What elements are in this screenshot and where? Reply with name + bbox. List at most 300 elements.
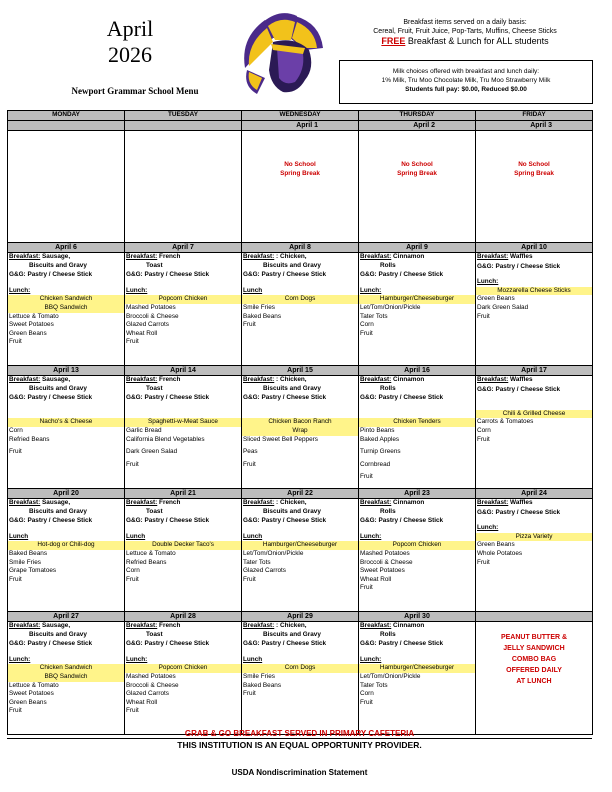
side-item: Peas <box>243 448 258 456</box>
side-item: Refried Beans <box>126 558 167 566</box>
breakfast-item-cont: Toast <box>146 507 163 515</box>
side-item: Corn <box>360 690 374 698</box>
date-row <box>8 243 593 253</box>
day-menu-cell <box>359 253 476 366</box>
grab-go-item: G&G: Pastry / Cheese Stick <box>477 508 561 516</box>
breakfast-label: Breakfast: <box>243 622 275 629</box>
lunch-main: Pizza Variety <box>476 533 592 542</box>
side-item: Fruit <box>126 338 139 346</box>
date-cell: April 3 <box>476 121 593 131</box>
side-item: Baked Apples <box>360 435 400 443</box>
date-row <box>8 489 593 499</box>
side-item: Fruit <box>243 460 256 468</box>
side-item: Corn <box>360 321 374 329</box>
side-item: Fruit <box>126 707 139 715</box>
spring-break-cell <box>242 131 359 243</box>
milk-line1: Milk choices offered with breakfast and lunch daily: <box>392 68 540 75</box>
breakfast-line <box>360 622 474 631</box>
pbj-note-line: COMBO BAG <box>511 656 557 663</box>
grab-go-item: G&G: Pastry / Cheese Stick <box>360 640 444 648</box>
day-menu-cell <box>476 622 593 735</box>
side-item: Baked Beans <box>243 681 282 689</box>
lunch-main-2: Wrap <box>242 427 358 436</box>
day-menu-cell <box>125 253 242 366</box>
side-item: Grape Tomatoes <box>9 567 57 575</box>
breakfast-item: : Chicken, <box>276 253 307 260</box>
lunch-main: Mozzarella Cheese Sticks <box>476 287 592 296</box>
breakfast-item: French <box>159 376 181 383</box>
lunch-main-2: BBQ Sandwich <box>8 304 124 313</box>
side-item: Green Beans <box>477 541 515 549</box>
side-item: Fruit <box>9 575 22 583</box>
spacer <box>9 410 123 419</box>
breakfast-line <box>243 499 357 508</box>
day-menu-cell <box>242 622 359 735</box>
breakfast-item-cont: Toast <box>146 630 163 638</box>
breakfast-label: Breakfast: <box>243 499 275 506</box>
grab-go-item: G&G: Pastry / Cheese Stick <box>9 394 93 402</box>
side-item: Tater Tots <box>360 312 388 320</box>
spring-break-cell <box>359 131 476 243</box>
date-cell: April 13 <box>8 366 125 376</box>
lunch-main: Popcorn Chicken <box>359 541 475 550</box>
grab-go-item: G&G: Pastry / Cheese Stick <box>243 640 327 648</box>
no-school-text: No School <box>401 161 433 168</box>
breakfast-item-cont: Biscuits and Gravy <box>263 507 321 515</box>
side-item: Baked Beans <box>9 549 48 557</box>
date-cell: April 24 <box>476 489 593 499</box>
pbj-note-line: AT LUNCH <box>516 678 552 685</box>
spring-break-cell <box>476 131 593 243</box>
lunch-main: Spaghetti-w-Meat Sauce <box>125 418 241 427</box>
breakfast-line <box>243 622 357 631</box>
day-menu-cell <box>8 499 125 612</box>
lunch-label: Lunch <box>243 286 263 294</box>
date-row <box>8 366 593 376</box>
breakfast-item: Sausage, <box>42 622 71 629</box>
breakfast-line <box>9 253 123 262</box>
breakfast-item: Sausage, <box>42 376 71 383</box>
spacer <box>243 403 357 410</box>
grab-go-item: G&G: Pastry / Cheese Stick <box>9 640 93 648</box>
day-header: MONDAY <box>8 111 125 121</box>
lunch-label: Lunch: <box>360 286 382 294</box>
side-item: Mashed Potatoes <box>126 672 176 680</box>
breakfast-item: : Chicken, <box>276 376 307 383</box>
breakfast-label: Breakfast: <box>126 499 158 506</box>
side-item: Sliced Sweet Bell Peppers <box>243 435 318 443</box>
breakfast-line <box>126 253 240 262</box>
spacer <box>360 410 474 419</box>
spacer <box>360 649 474 656</box>
lunch-label: Lunch: <box>9 286 31 294</box>
side-item: Green Beans <box>9 698 47 706</box>
side-item: Fruit <box>360 329 373 337</box>
day-menu-cell <box>125 499 242 612</box>
day-menu-cell <box>8 253 125 366</box>
breakfast-label: Breakfast: <box>243 253 275 260</box>
spacer <box>126 280 240 287</box>
spacer <box>126 649 240 656</box>
breakfast-item: Cinnamon <box>393 622 425 629</box>
day-menu-cell <box>359 499 476 612</box>
week-row <box>8 253 593 366</box>
breakfast-label: Breakfast: <box>126 622 158 629</box>
side-item: Fruit <box>360 584 373 592</box>
empty-day-cell <box>8 131 125 243</box>
breakfast-line <box>360 376 474 385</box>
pbj-combo-note <box>477 622 591 687</box>
breakfast-item-cont: Rolls <box>380 630 396 638</box>
breakfast-line <box>477 499 591 508</box>
breakfast-item: Waffles <box>510 376 533 383</box>
date-cell: April 1 <box>242 121 359 131</box>
lunch-main: Popcorn Chicken <box>125 295 241 304</box>
breakfast-label: Breakfast: <box>243 376 275 383</box>
breakfast-item: Sausage, <box>42 499 71 506</box>
side-item: Fruit <box>477 312 490 320</box>
side-item: Baked Beans <box>243 312 282 320</box>
side-item: Fruit <box>477 558 490 566</box>
date-cell: April 21 <box>125 489 242 499</box>
spacer <box>126 410 240 419</box>
lunch-main: Corn Dogs <box>242 295 358 304</box>
breakfast-item: : Chicken, <box>276 622 307 629</box>
side-item: Fruit <box>126 460 139 468</box>
grab-go-item: G&G: Pastry / Cheese Stick <box>360 271 444 279</box>
date-cell <box>8 121 125 131</box>
breakfast-line <box>477 376 591 385</box>
breakfast-item: French <box>159 499 181 506</box>
side-item: Fruit <box>9 338 22 346</box>
breakfast-item: Cinnamon <box>393 376 425 383</box>
side-item: Mashed Potatoes <box>360 549 410 557</box>
lunch-label: Lunch <box>126 532 146 540</box>
lunch-label: Lunch: <box>9 655 31 663</box>
breakfast-item: Cinnamon <box>393 253 425 260</box>
side-item: Tater Tots <box>360 681 388 689</box>
breakfast-label: Breakfast: <box>360 622 392 629</box>
grab-go-item: G&G: Pastry / Cheese Stick <box>126 271 210 279</box>
lunch-label: Lunch: <box>126 286 148 294</box>
grab-go-item: G&G: Pastry / Cheese Stick <box>9 271 93 279</box>
breakfast-line <box>126 376 240 385</box>
side-item: Smile Fries <box>243 672 275 680</box>
spacer <box>9 403 123 410</box>
side-item: Glazed Carrots <box>126 321 169 329</box>
lunch-label: Lunch: <box>126 655 148 663</box>
day-menu-cell <box>359 376 476 489</box>
breakfast-label: Breakfast: <box>9 253 41 260</box>
breakfast-line <box>126 499 240 508</box>
empty-day-cell <box>125 131 242 243</box>
date-cell: April 20 <box>8 489 125 499</box>
breakfast-info-line1: Breakfast items served on a daily basis: <box>403 19 527 26</box>
side-item: Turnip Greens <box>360 448 401 456</box>
spacer <box>243 649 357 656</box>
date-cell <box>476 612 593 622</box>
lunch-label: Lunch: <box>477 524 499 532</box>
date-cell: April 22 <box>242 489 359 499</box>
lunch-main: Corn Dogs <box>242 664 358 673</box>
spacer <box>126 526 240 533</box>
spacer <box>477 517 591 524</box>
spacer <box>360 280 474 287</box>
side-item: Fruit <box>9 448 22 456</box>
school-name: Newport Grammar School Menu <box>71 86 199 96</box>
day-menu-cell <box>476 253 593 366</box>
free-rest: Breakfast & Lunch for ALL students <box>405 36 549 46</box>
date-cell: April 7 <box>125 243 242 253</box>
usda-statement-link[interactable]: USDA Nondiscrimination Statement <box>231 768 368 777</box>
day-menu-cell <box>476 499 593 612</box>
side-item: Fruit <box>243 690 256 698</box>
day-menu-cell <box>8 376 125 489</box>
side-item: Refried Beans <box>9 435 50 443</box>
lunch-main-2: BBQ Sandwich <box>8 673 124 682</box>
lunch-label: Lunch <box>243 532 263 540</box>
grab-go-item: G&G: Pastry / Cheese Stick <box>243 517 327 525</box>
day-menu-cell <box>242 499 359 612</box>
day-menu-cell <box>476 376 593 489</box>
date-cell: April 9 <box>359 243 476 253</box>
breakfast-line <box>360 253 474 262</box>
day-menu-cell <box>8 622 125 735</box>
breakfast-item: : Chicken, <box>276 499 307 506</box>
breakfast-line <box>9 376 123 385</box>
side-item: Smile Fries <box>243 303 275 311</box>
menu-calendar <box>7 110 592 735</box>
date-cell: April 6 <box>8 243 125 253</box>
pbj-note-line: PEANUT BUTTER & <box>500 634 568 641</box>
date-cell: April 16 <box>359 366 476 376</box>
free-label: FREE <box>381 36 406 46</box>
side-item: Corn <box>9 426 23 434</box>
day-header-row <box>8 111 593 121</box>
spacer <box>360 526 474 533</box>
no-school-text: No School <box>518 161 550 168</box>
lunch-label: Lunch <box>9 532 29 540</box>
breakfast-item-cont: Rolls <box>380 507 396 515</box>
side-item: Glazed Carrots <box>126 690 169 698</box>
side-item: Cornbread <box>360 460 391 468</box>
week-row <box>8 499 593 612</box>
side-item: Lettuce & Tomato <box>9 681 59 689</box>
no-school-text: No School <box>284 161 316 168</box>
side-item: Fruit <box>360 698 373 706</box>
breakfast-label: Breakfast: <box>360 376 392 383</box>
breakfast-item: Sausage, <box>42 253 71 260</box>
equal-opportunity-footer: THIS INSTITUTION IS AN EQUAL OPPORTUNITY PROVIDER. <box>177 740 422 750</box>
breakfast-label: Breakfast: <box>477 499 509 506</box>
side-item: Broccoli & Cheese <box>360 558 413 566</box>
side-item: Wheat Roll <box>126 329 158 337</box>
pbj-note-line: JELLY SANDWICH <box>503 645 565 652</box>
spring-break-text: Spring Break <box>514 169 554 177</box>
side-item: Fruit <box>243 321 256 329</box>
lunch-main: Double Decker Taco's <box>125 541 241 550</box>
breakfast-item: Waffles <box>510 499 533 506</box>
breakfast-info-line2: Cereal, Fruit, Fruit Juice, Pop-Tarts, Muffins, Cheese Sticks <box>373 28 557 35</box>
month-title: April <box>106 16 154 41</box>
grab-go-item: G&G: Pastry / Cheese Stick <box>243 271 327 279</box>
grab-go-item: G&G: Pastry / Cheese Stick <box>243 394 327 402</box>
side-item: Garlic Bread <box>126 426 162 434</box>
lunch-label: Lunch <box>243 655 263 663</box>
weeks-body <box>8 243 593 735</box>
breakfast-label: Breakfast: <box>360 253 392 260</box>
grab-go-item: G&G: Pastry / Cheese Stick <box>477 262 561 270</box>
grab-go-item: G&G: Pastry / Cheese Stick <box>360 394 444 402</box>
day-menu-cell <box>359 622 476 735</box>
date-cell: April 8 <box>242 243 359 253</box>
lunch-main: Hamburger/Cheeseburger <box>359 664 475 673</box>
grab-go-item: G&G: Pastry / Cheese Stick <box>9 517 93 525</box>
week0-row <box>8 131 593 243</box>
side-item: Fruit <box>126 575 139 583</box>
lunch-main: Popcorn Chicken <box>125 664 241 673</box>
breakfast-item-cont: Rolls <box>380 384 396 392</box>
breakfast-label: Breakfast: <box>9 499 41 506</box>
date-cell: April 23 <box>359 489 476 499</box>
side-item: Let/Tom/Onion/Pickle <box>360 672 421 680</box>
day-header: FRIDAY <box>476 111 593 121</box>
lunch-main: Hot-dog or Chili-dog <box>8 541 124 550</box>
breakfast-item-cont: Biscuits and Gravy <box>263 384 321 392</box>
breakfast-item-cont: Biscuits and Gravy <box>29 507 87 515</box>
breakfast-item-cont: Biscuits and Gravy <box>29 630 87 638</box>
side-item: Carrots & Tomatoes <box>477 418 534 426</box>
side-item: Dark Green Salad <box>477 303 529 311</box>
lunch-label: Lunch: <box>360 532 382 540</box>
side-item: Fruit <box>360 473 373 481</box>
side-item: Lettuce & Tomato <box>9 312 59 320</box>
breakfast-item: French <box>159 622 181 629</box>
breakfast-label: Breakfast: <box>477 253 509 260</box>
lunch-main: Chicken Sandwich <box>8 295 124 304</box>
week-row <box>8 622 593 735</box>
day-menu-cell <box>125 622 242 735</box>
breakfast-item-cont: Biscuits and Gravy <box>263 630 321 638</box>
breakfast-info <box>350 18 580 36</box>
breakfast-item-cont: Biscuits and Gravy <box>29 261 87 269</box>
spacer <box>360 403 474 410</box>
side-item: Broccoli & Cheese <box>126 312 179 320</box>
breakfast-item: Cinnamon <box>393 499 425 506</box>
spacer <box>243 410 357 419</box>
date-cell: April 29 <box>242 612 359 622</box>
lunch-main: Hamburger/Cheeseburger <box>242 541 358 550</box>
lunch-main: Chicken Sandwich <box>8 664 124 673</box>
date-cell: April 17 <box>476 366 593 376</box>
spacer <box>243 280 357 287</box>
grab-go-item: G&G: Pastry / Cheese Stick <box>126 394 210 402</box>
date-cell: April 27 <box>8 612 125 622</box>
side-item: Pinto Beans <box>360 426 395 434</box>
grab-go-item: G&G: Pastry / Cheese Stick <box>126 640 210 648</box>
breakfast-item-cont: Biscuits and Gravy <box>29 384 87 392</box>
date-cell: April 15 <box>242 366 359 376</box>
breakfast-label: Breakfast: <box>126 376 158 383</box>
side-item: Let/Tom/Onion/Pickle <box>360 303 421 311</box>
breakfast-item-cont: Toast <box>146 384 163 392</box>
year-title: 2026 <box>108 42 152 67</box>
breakfast-label: Breakfast: <box>9 622 41 629</box>
milk-line2: 1% Milk, Tru Moo Chocolate Milk, Tru Moo Strawberry Milk <box>381 77 551 84</box>
side-item: Fruit <box>9 707 22 715</box>
day-menu-cell <box>242 376 359 489</box>
grab-go-item: G&G: Pastry / Cheese Stick <box>360 517 444 525</box>
pbj-note-line: OFFERED DAILY <box>506 667 562 674</box>
breakfast-item: French <box>159 253 181 260</box>
side-item: Dark Green Salad <box>126 448 178 456</box>
lunch-main: Chicken Tenders <box>359 418 475 427</box>
spacer <box>9 280 123 287</box>
date-cell: April 28 <box>125 612 242 622</box>
side-item: Wheat Roll <box>126 698 158 706</box>
lunch-main: Hamburger/Cheeseburger <box>359 295 475 304</box>
breakfast-item: Waffles <box>510 253 533 260</box>
milk-choices-box <box>339 60 593 104</box>
side-item: Green Beans <box>9 329 47 337</box>
side-item: Mashed Potatoes <box>126 303 176 311</box>
breakfast-line <box>243 376 357 385</box>
spacer <box>477 394 591 401</box>
side-item: Sweet Potatoes <box>9 690 54 698</box>
date-cell <box>125 121 242 131</box>
spacer <box>9 526 123 533</box>
week-row <box>8 376 593 489</box>
breakfast-line <box>477 253 591 262</box>
side-item: Glazed Carrots <box>243 567 286 575</box>
day-header: THURSDAY <box>359 111 476 121</box>
grab-go-item: G&G: Pastry / Cheese Stick <box>477 385 561 393</box>
lunch-label: Lunch: <box>477 278 499 286</box>
grab-go-footer: GRAB & GO BREAKFAST SERVED IN PRIMARY CAFETERIA <box>184 729 415 738</box>
side-item: Whole Potatoes <box>477 549 523 557</box>
spacer <box>243 526 357 533</box>
side-item: Fruit <box>477 435 490 443</box>
breakfast-line <box>126 622 240 631</box>
date-cell: April 14 <box>125 366 242 376</box>
spacer <box>477 401 591 410</box>
breakfast-label: Breakfast: <box>477 376 509 383</box>
side-item: Corn <box>126 567 140 575</box>
breakfast-label: Breakfast: <box>360 499 392 506</box>
date-row-week0 <box>8 121 593 131</box>
side-item: Let/Tom/Onion/Pickle <box>243 549 304 557</box>
side-item: Green Beans <box>477 295 515 303</box>
spacer <box>9 649 123 656</box>
lunch-main: Nacho's & Cheese <box>8 418 124 427</box>
side-item: California Blend Vegetables <box>126 435 205 443</box>
spring-break-text: Spring Break <box>280 169 320 177</box>
day-menu-cell <box>125 376 242 489</box>
free-meals-line <box>350 36 580 46</box>
day-menu-cell <box>242 253 359 366</box>
side-item: Fruit <box>243 575 256 583</box>
side-item: Sweet Potatoes <box>9 321 54 329</box>
day-header: TUESDAY <box>125 111 242 121</box>
lunch-main: Chicken Bacon Ranch <box>242 418 358 427</box>
spacer <box>126 403 240 410</box>
date-cell: April 10 <box>476 243 593 253</box>
milk-line3: Students full pay: $0.00, Reduced $0.00 <box>405 86 527 93</box>
side-item: Corn <box>477 426 491 434</box>
lunch-label: Lunch: <box>360 655 382 663</box>
breakfast-line <box>243 253 357 262</box>
date-row <box>8 612 593 622</box>
